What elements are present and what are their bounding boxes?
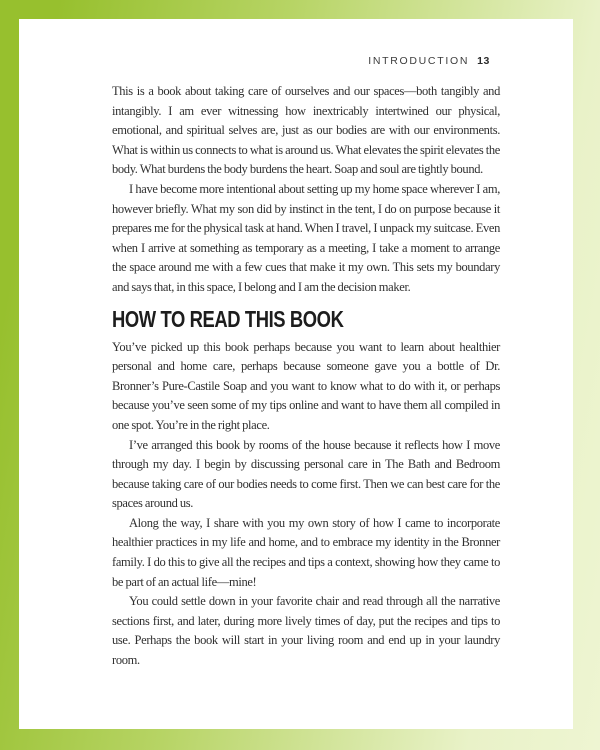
section-heading: HOW TO READ THIS BOOK: [112, 305, 344, 332]
body-paragraph: You’ve picked up this book perhaps because you want to learn about healthier personal and home care, perhaps because someone gave you a bottle of Dr. Bronner’s Pure-Castile Soap and you want to know what to do with it, or perhaps because you’ve seen some of my tips online and want to have them all compiled in one spot. You’re in the right place.: [112, 339, 500, 432]
body-paragraph: I have become more intentional about setting up my home space wherever I am, however briefly. What my son did by instinct in the tent, I do on purpose because it prepares me for the physical task at hand. When I travel, I unpack my suitcase. Even when I arrive at something as temporary as a meeting, I take a moment to arrange the space around me with a few cues that make it my own. This sets my boundary and says that, in this space, I belong and I am the decision maker.: [112, 181, 500, 294]
running-head-section: INTRODUCTION: [368, 55, 470, 67]
page-content: [112, 82, 500, 671]
body-paragraph: This is a book about taking care of ourselves and our spaces—both tangibly and intangibly. I am ever witnessing how inextricably intertwined our physical, emotional, and spiritual selves are, just as our bodies are with our environments. What is within us connects to what is around us. What elevates the spirit elevates the body. What burdens the body burdens the heart. Soap and soul are tightly bound.: [112, 84, 500, 177]
page-number: 13: [477, 55, 490, 67]
body-paragraph: You could settle down in your favorite chair and read through all the narrative sections first, and later, during more lively times of day, put the recipes and tips to use. Perhaps the book will start in your living room and end up in your laundry room.: [112, 594, 500, 668]
running-head: [112, 55, 490, 67]
body-paragraph: Along the way, I share with you my own story of how I came to incorporate healthier practices in my life and home, and to embrace my identity in the Bronner family. I do this to give all the recipes and tips a context, showing how they came to be part of an actual life—mine!: [112, 515, 500, 589]
body-paragraph: I’ve arranged this book by rooms of the house because it reflects how I move through my day. I begin by discussing personal care in The Bath and Bedroom because taking care of our bodies needs to come first. Then we can best care for the spaces around us.: [112, 437, 500, 511]
